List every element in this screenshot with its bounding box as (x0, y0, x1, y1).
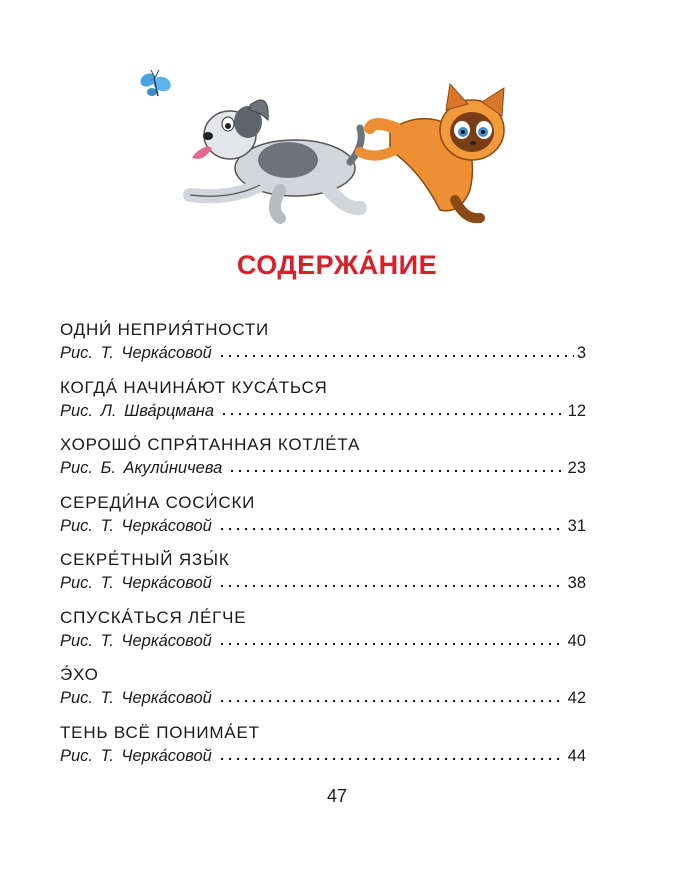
kitten-icon (360, 84, 504, 218)
toc-page-number: 44 (567, 746, 586, 765)
toc-entry (60, 721, 586, 779)
toc-dot-leader (218, 354, 574, 358)
illustration (120, 50, 540, 240)
toc-story-title: КОГДА́ НАЧИНА́ЮТ КУСА́ТЬСЯ (60, 377, 328, 397)
butterfly-icon (138, 70, 173, 96)
toc-dot-leader (218, 527, 565, 531)
toc-illustrator-credit: Рис. Т. Черка́совой (60, 631, 212, 650)
toc-credit-line (60, 342, 586, 364)
toc-dot-leader (218, 699, 565, 703)
toc-dot-leader (228, 469, 564, 473)
toc-story-title: ТЕНЬ ВСЁ ПОНИМА́ЕТ (60, 722, 260, 742)
toc-story-title: ОДНИ́ НЕПРИЯ́ТНОСТИ (60, 320, 270, 339)
toc-entry (60, 318, 586, 376)
toc-list (60, 318, 586, 778)
toc-credit-line (60, 687, 586, 709)
toc-dot-leader (218, 757, 565, 761)
page-number: 47 (326, 786, 348, 806)
toc-page-number: 31 (567, 516, 586, 535)
toc-story-title: Э́ХО (60, 665, 99, 684)
toc-story-title: ХОРОШО́ СПРЯ́ТАННАЯ КОТЛЕ́ТА (60, 435, 361, 454)
toc-illustrator-credit: Рис. Т. Черка́совой (60, 746, 212, 765)
toc-illustrator-credit: Рис. Т. Черка́совой (60, 574, 212, 592)
toc-dot-leader (218, 642, 565, 646)
toc-story-title: СЕКРЕ́ТНЫЙ ЯЗЫ́К (60, 550, 230, 569)
toc-page-number: 12 (567, 401, 586, 420)
toc-credit-line (60, 572, 586, 594)
toc-illustrator-credit: Рис. Т. Черка́совой (60, 344, 212, 362)
toc-credit-line (60, 630, 586, 652)
toc-page-number: 40 (567, 631, 586, 650)
toc-credit-line (60, 745, 586, 767)
toc-page-number: 38 (567, 574, 586, 592)
puppy-icon (190, 100, 361, 218)
page-title: СОДЕРЖА́НИЕ (236, 250, 438, 280)
toc-dot-leader (220, 412, 565, 416)
toc-dot-leader (218, 584, 565, 588)
toc-entry (60, 491, 586, 549)
toc-entry (60, 433, 586, 491)
toc-entry (60, 663, 586, 721)
toc-credit-line (60, 515, 586, 537)
toc-credit-line (60, 400, 586, 422)
toc-entry (60, 376, 586, 434)
toc-illustrator-credit: Рис. Б. Акули́ничева (60, 459, 223, 477)
toc-story-title: СПУСКА́ТЬСЯ ЛЕ́ГЧЕ (60, 607, 247, 627)
toc-illustrator-credit: Рис. Л. Шва́рцмана (60, 401, 215, 420)
toc-entry (60, 548, 586, 606)
toc-page-number: 3 (576, 344, 586, 362)
toc-page-number: 42 (567, 689, 586, 707)
toc-credit-line (60, 457, 586, 479)
toc-illustrator-credit: Рис. Т. Черка́совой (60, 516, 212, 535)
toc-illustrator-credit: Рис. Т. Черка́совой (60, 689, 212, 707)
toc-page-number: 23 (567, 459, 586, 477)
toc-entry (60, 606, 586, 664)
toc-story-title: СЕРЕДИ́НА СОСИ́СКИ (60, 492, 256, 512)
